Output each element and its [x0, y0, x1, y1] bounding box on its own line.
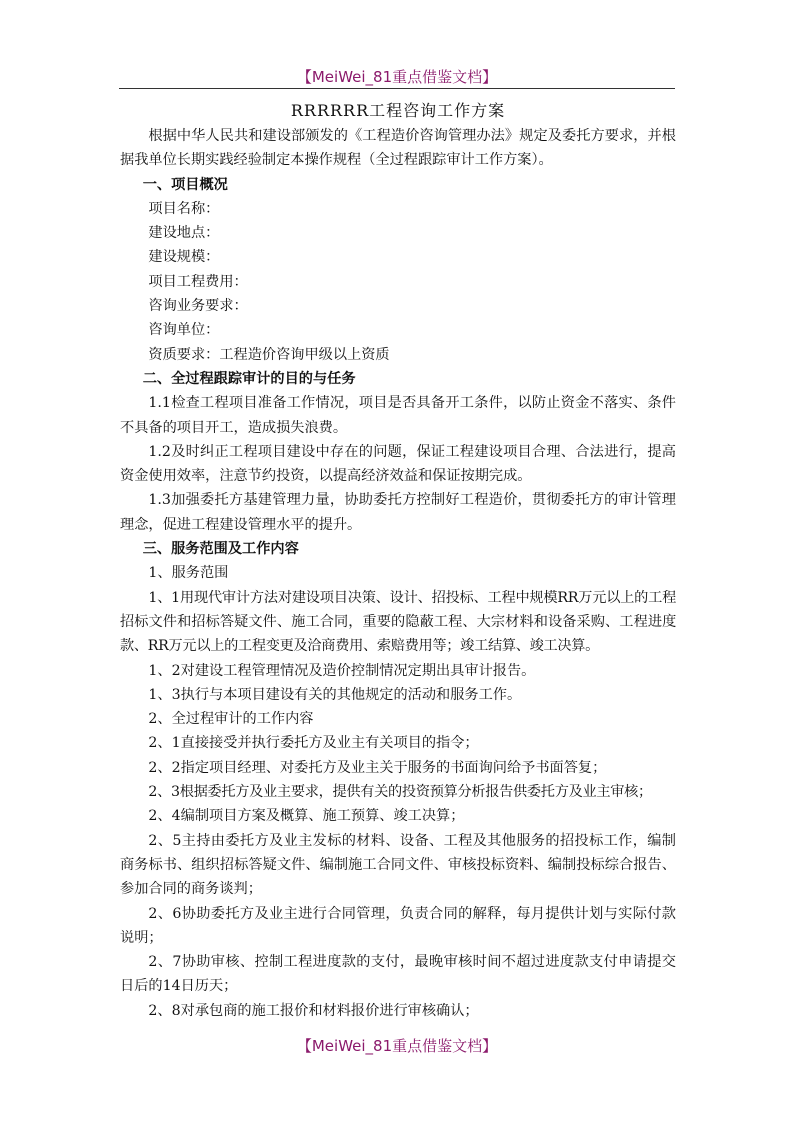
document-body	[120, 98, 676, 1023]
purpose-paragraph: 1.3加强委托方基建管理力量，协助委托方控制好工程造价，贯彻委托方的审计管理理念，促进工程建设管理水平的提升。	[120, 492, 676, 533]
overview-item: 项目名称：	[148, 200, 220, 217]
overview-item: 咨询单位：	[148, 322, 220, 339]
work-item: 2、6协助委托方及业主进行合同管理，负责合同的解释，每月提供计划与实际付款说明；	[120, 905, 676, 946]
scope-subheading: 1、服务范围	[148, 565, 229, 582]
scope-paragraph: 1、2对建设工程管理情况及造价控制情况定期出具审计报告。	[148, 662, 536, 679]
intro-paragraph: 根据中华人民共和建设部颁发的《工程造价咨询管理办法》规定及委托方要求，并根据我单位长期实践经验制定本操作规程（全过程跟踪审计工作方案）。	[120, 128, 676, 169]
section-heading-overview: 一、项目概况	[142, 176, 228, 193]
scope-paragraph: 1、1用现代审计方法对建设项目决策、设计、招投标、工程中规模RR万元以上的工程招标文件和招标答疑文件、施工合同，重要的隐蔽工程、大宗材料和设备采购、工程进度款、RR万元以上的工程变更及洽商费用、索赔费用等；竣工结算、竣工决算。	[120, 589, 676, 655]
purpose-paragraph: 1.2及时纠正工程项目建设中存在的问题，保证工程建设项目合理、合法进行，提高资金使用效率，注意节约投资，以提高经济效益和保证按期完成。	[120, 443, 676, 485]
document-footer: 【MeiWei_81重点借鉴文档】	[296, 1037, 498, 1055]
document-title: RRRRRR工程咨询工作方案	[290, 101, 506, 120]
overview-item: 咨询业务要求：	[148, 298, 248, 315]
overview-item: 建设地点：	[148, 225, 220, 242]
work-item: 2、7协助审核、控制工程进度款的支付，最晚审核时间不超过进度款支付申请提交日后的14日历天；	[120, 954, 676, 995]
work-item: 2、5主持由委托方及业主发标的材料、设备、工程及其他服务的招投标工作，编制商务标书、组织招标答疑文件、编制施工合同文件、审核投标资料、编制投标综合报告、参加合同的商务谈判；	[120, 832, 676, 898]
purpose-paragraph: 1.1检查工程项目准备工作情况，项目是否具备开工条件，以防止资金不落实、条件不具备的项目开工，造成损失浪费。	[120, 395, 676, 436]
header-rule	[119, 88, 675, 89]
scope-subheading: 2、全过程审计的工作内容	[148, 711, 314, 728]
work-item: 2、8对承包商的施工报价和材料报价进行审核确认；	[148, 1002, 479, 1019]
scope-paragraph: 1、3执行与本项目建设有关的其他规定的活动和服务工作。	[148, 686, 522, 703]
overview-item: 资质要求：工程造价咨询甲级以上资质	[148, 346, 390, 363]
section-heading-purpose: 二、全过程跟踪审计的目的与任务	[142, 370, 356, 387]
document-header: 【MeiWei_81重点借鉴文档】	[296, 68, 498, 86]
work-item: 2、1直接接受并执行委托方及业主有关项目的指令；	[148, 735, 479, 752]
work-item: 2、4编制项目方案及概算、施工预算、竣工决算；	[148, 808, 465, 825]
work-item: 2、2指定项目经理、对委托方及业主关于服务的书面询问给予书面答复；	[148, 759, 607, 776]
section-heading-scope: 三、服务范围及工作内容	[142, 541, 299, 558]
work-item: 2、3根据委托方及业主要求，提供有关的投资预算分析报告供委托方及业主审核；	[148, 784, 652, 801]
overview-item: 项目工程费用：	[148, 273, 248, 290]
overview-item: 建设规模：	[148, 249, 220, 266]
